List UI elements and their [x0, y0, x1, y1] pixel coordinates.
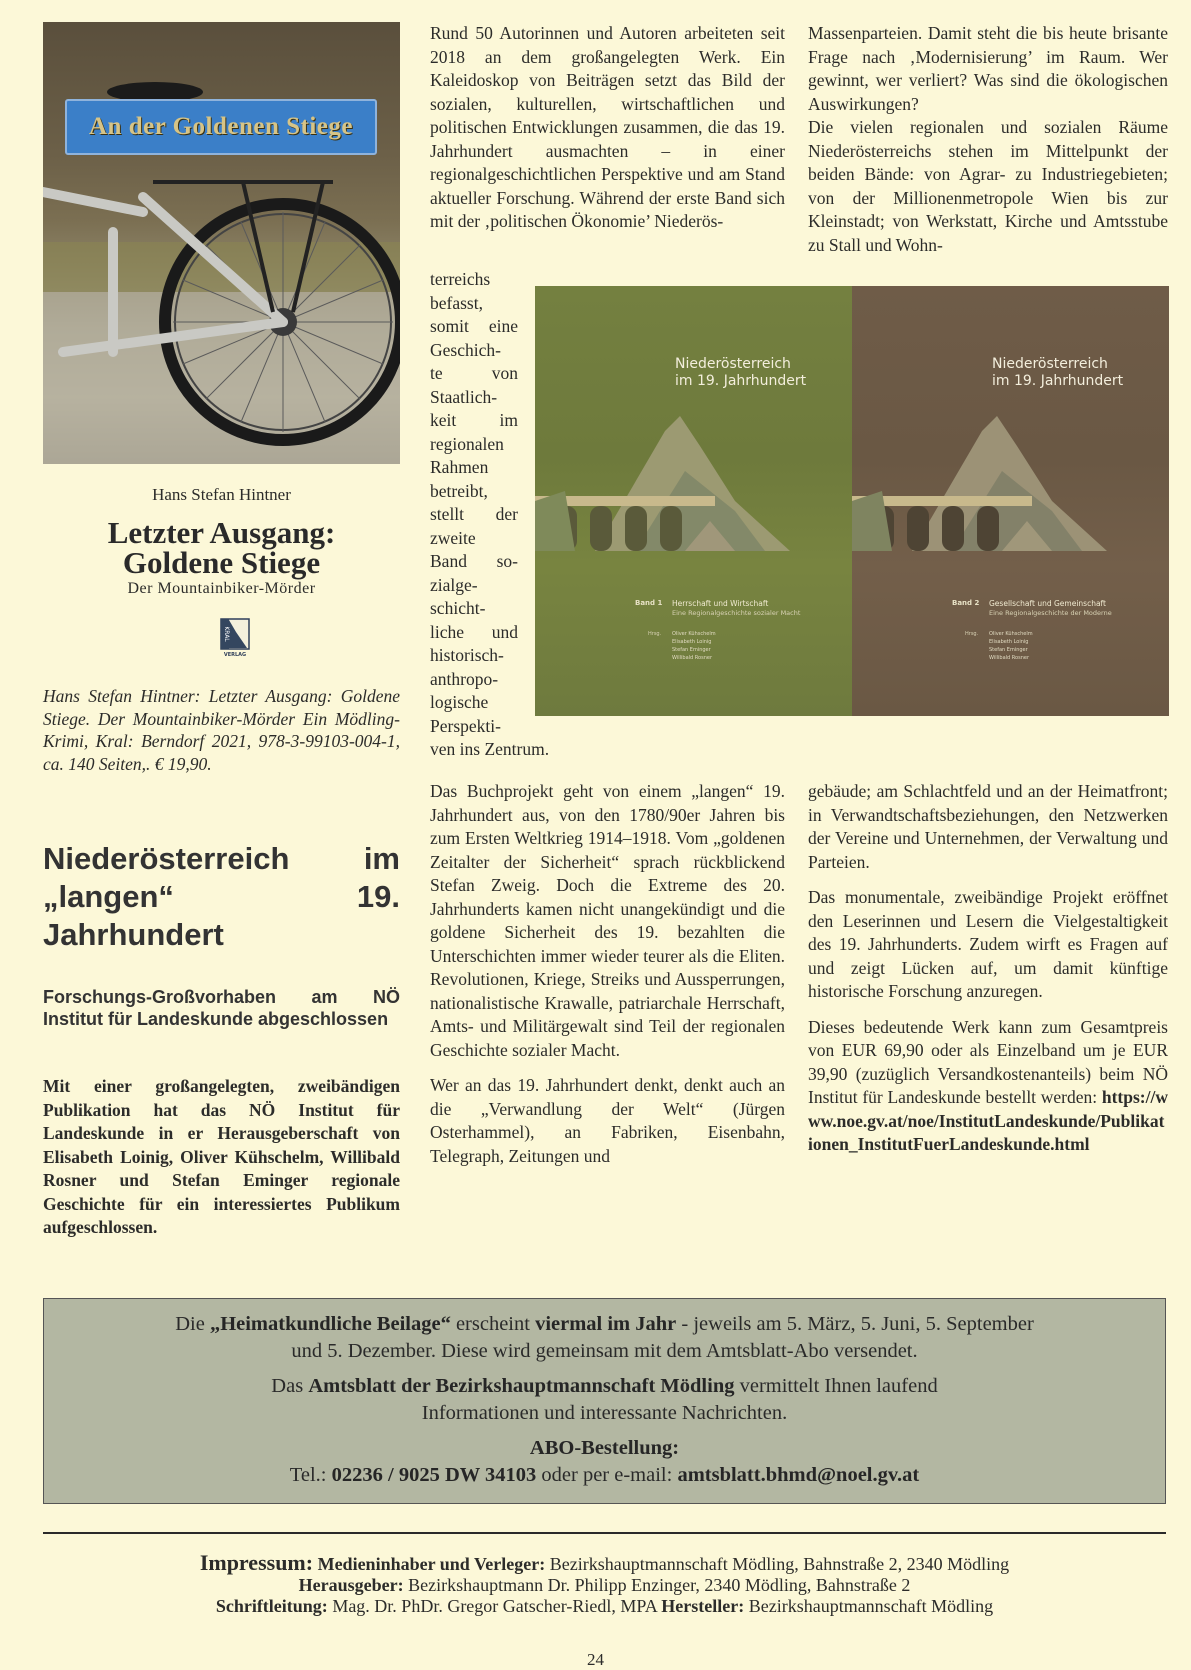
divider: [43, 1532, 1166, 1534]
info-line-1: Die „Heimatkundliche Beilage“ erscheint viermal im Jahr - jeweils am 5. März, 5. Juni, 5. September: [175, 1313, 1034, 1335]
text-line: logische: [430, 692, 489, 712]
info-line-3: Das Amtsblatt der Bezirkshauptmannschaft Mödling vermittelt Ihnen laufend: [271, 1375, 938, 1397]
cover-editor: Oliver Kühschelm: [989, 631, 1033, 637]
book-title-line2: Goldene Stiege: [122, 545, 321, 580]
article-body-right-top: [808, 22, 1168, 257]
text-line: keit im: [430, 410, 518, 430]
book-author: Hans Stefan Hintner: [152, 485, 291, 504]
order-text: Dieses bedeutende Werk kann zum Gesamtpreis von EUR 69,90 oder als Einzelband um je EUR 39,90 (zuzüglich Versandkostenanteils) beim NÖ Institut für Landeskunde bestellt werden:: [808, 1016, 1168, 1107]
paragraph: Das Buchprojekt geht von einem „langen“ 19. Jahrhundert aus, von den 1780/90er Jahren bis zum Ersten Weltkrieg 1914–1918. Vom „goldenen Zeitalter der Sicherheit“ sprach rückblickend Stefan Zweig. Doch die Extreme des 20. Jahrhunderts kamen nicht unangekündigt und die goldene Sicherheit des 19. bezahlten die Unterschichten immer wieder teurer als die Eliten. Revolutionen, Kriege, Streiks und Aussperrungen, nationalistische Krawalle, patriarchale Herrschaft, Amts- und Militärgewalt sind Teil der regionalen Geschichte sozialer Macht.: [430, 781, 785, 1060]
svg-text:KRAL: KRAL: [223, 626, 230, 642]
text-line: historisch-: [430, 645, 504, 665]
text-line: schicht-: [430, 598, 486, 618]
article-body-mid-top: Rund 50 Autorinnen und Autoren arbeiteten seit 2018 an dem großangelegten Werk. Ein Kaleidoskop von Beiträgen setzt das Bild der sozialen, kulturellen, wirtschaftlichen und politischen Entwicklungen zusammen, die das 19. Jahrhundert ausmachten – in einer regionalgeschichtlichen Perspektive und am Stand aktueller Forschung. Während der erste Band sich mit der ‚politischen Ökonomie’ Niederös-: [430, 23, 785, 231]
text-line: liche und: [430, 621, 518, 642]
text-line: regionalen: [430, 433, 504, 454]
cover-hrsg: Hrsg.: [965, 631, 979, 637]
email-link[interactable]: amtsblatt.bhmd@noel.gv.at: [677, 1464, 920, 1486]
article-lead: Mit einer großangelegten, zweibändigen Publikation hat das NÖ Institut für Landeskunde in er Herausgeberschaft von Elisabeth Loinig, Oliver Kühschelm, Willibald Rosner und Stefan Eminger regionale Geschichte für ein interessiertes Publikum aufgeschlossen.: [43, 1076, 400, 1237]
text-line: Rahmen: [430, 457, 489, 477]
cover-title-line1: Niederösterreich: [675, 356, 791, 372]
cover-hrsg: Hrsg.: [648, 631, 662, 637]
info-contact-line: Tel.: 02236 / 9025 DW 34103 oder per e-mail: amtsblatt.bhmd@noel.gv.at: [289, 1464, 920, 1486]
cover-volume-subtitle: Eine Regionalgeschichte sozialer Macht: [672, 609, 801, 617]
viaduct-mountain-illustration: [852, 401, 1169, 561]
street-sign: [65, 99, 377, 155]
text-line: Geschich-: [430, 339, 501, 360]
subscription-info-box: [43, 1298, 1166, 1504]
article-body-mid-bottom: [430, 780, 785, 1180]
text-line: Staatlich-: [430, 386, 498, 407]
text-line: Perspekti-: [430, 715, 501, 736]
book-title-line1: Letzter Ausgang:: [107, 515, 336, 550]
cover-title: [992, 356, 1123, 390]
phone-number[interactable]: 02236 / 9025 DW 34103: [331, 1464, 537, 1486]
book-cover-band-2: [852, 286, 1169, 716]
bicycle-illustration: [43, 22, 400, 464]
paragraph: Massenparteien. Damit steht die bis heute brisante Frage nach ‚Modernisierung’ im Raum. Wer gewinnt, wer verliert? Was sind die ökologischen Auswirkungen?: [808, 23, 1168, 114]
text-line: befasst,: [430, 292, 483, 313]
article-body-right-bottom: [808, 780, 1168, 1169]
page-number: 24: [587, 1650, 604, 1669]
paragraph: Das monumentale, zweibändige Projekt eröffnet den Leserinnen und Lesern die Vielgestaltigkeit des 19. Jahrhunderts. Zudem wirft es Fragen auf und zeigt Lücken auf, um damit künftige historische Forschung anzuregen.: [808, 887, 1168, 1001]
text-line: anthropo-: [430, 668, 499, 689]
svg-text:VERLAG: VERLAG: [223, 652, 247, 658]
cover-editor: Elisabeth Loinig: [672, 639, 712, 645]
impressum-line-2: Herausgeber: Bezirkshauptmann Dr. Philipp Enzinger, 2340 Mödling, Bahnstraße 2: [298, 1575, 911, 1595]
cover-title-line1: Niederösterreich: [992, 356, 1108, 372]
cover-volume-title: Gesellschaft und Gemeinschaft: [989, 599, 1106, 608]
article-subtitle: Forschungs-Großvorhaben am NÖ Institut für Landeskunde abgeschlossen: [43, 987, 400, 1029]
book-title: [43, 515, 400, 580]
cover-editor: Willibald Rosner: [672, 655, 712, 661]
abo-heading: ABO-Bestellung:: [529, 1437, 680, 1459]
cover-editor: Stefan Eminger: [672, 647, 711, 653]
cover-volume-subtitle: Eine Regionalgeschichte der Moderne: [989, 609, 1112, 617]
cover-editor: Oliver Kühschelm: [672, 631, 716, 637]
cover-volume-title: Herrschaft und Wirtschaft: [672, 599, 769, 608]
street-sign-text: An der Goldenen Stiege: [88, 113, 353, 140]
cover-band: Band 1: [635, 599, 663, 607]
text-line: terreichs: [430, 269, 491, 289]
text-line: Band so-: [430, 551, 518, 571]
viaduct-mountain-illustration: [535, 401, 852, 561]
paragraph: Die vielen regionalen und sozialen Räume Niederösterreichs stehen im Mittelpunkt der beiden Bände: von Agrar- zu Industriegebieten; von der Millionenmetropole Wien bis zur Kleinstadt; von Werkstatt, Kirche und Amtsstube zu Stall und Wohn-: [808, 117, 1168, 255]
article-title: Niederösterreich im „langen“ 19. Jahrhundert: [43, 841, 400, 952]
text-line: betreibt,: [430, 480, 488, 501]
text-line: zweite: [430, 527, 476, 548]
info-line-4: Informationen und interessante Nachrichten.: [421, 1402, 788, 1424]
order-link[interactable]: https://www.noe.gv.at/noe/InstitutLandeskunde/Publikationen_InstitutFuerLandeskunde.html: [808, 1087, 1168, 1154]
cover-editor: Stefan Eminger: [989, 647, 1028, 653]
text-line: zialge-: [430, 574, 478, 595]
cover-editor: Willibald Rosner: [989, 655, 1029, 661]
order-paragraph: [808, 1016, 1168, 1157]
impressum: [43, 1552, 1166, 1617]
text-line: ven ins Zentrum.: [430, 739, 550, 759]
cover-editor: Elisabeth Loinig: [989, 639, 1029, 645]
book-citation: Hans Stefan Hintner: Letzter Ausgang: Goldene Stiege. Der Mountainbiker-Mörder Ein Mödling-Krimi, Kral: Berndorf 2021, 978-3-99103-004-1, ca. 140 Seiten,. € 19,90.: [43, 686, 400, 774]
cover-editors: [672, 630, 716, 662]
text-line: somit eine: [430, 316, 518, 336]
cover-title-line2: im 19. Jahrhundert: [675, 373, 807, 389]
impressum-line-3: Schriftleitung: Mag. Dr. PhDr. Gregor Gatscher-Riedl, MPA Hersteller: Bezirkshauptmannschaft Mödling: [215, 1596, 994, 1616]
book-covers: [535, 286, 1169, 716]
kral-verlag-logo: [220, 618, 250, 658]
cover-editors: [989, 630, 1033, 662]
cover-title-line2: im 19. Jahrhundert: [992, 373, 1124, 389]
book-subtitle: Der Mountainbiker-Mörder: [127, 580, 316, 597]
text-line: stellt der: [430, 504, 518, 524]
book-cover-band-1: [535, 286, 852, 716]
paragraph: gebäude; am Schlachtfeld und an der Heimatfront; in Verwandtschaftsbeziehungen, den Netzwerken der Vereine und Unternehmen, der Verwaltung und Parteien.: [808, 781, 1168, 872]
info-line-2: und 5. Dezember. Diese wird gemeinsam mit dem Amtsblatt-Abo versendet.: [291, 1340, 918, 1362]
impressum-line-1: Impressum: Medieninhaber und Verleger: Bezirkshauptmannschaft Mödling, Bahnstraße 2, 2340 Mödling: [199, 1550, 1010, 1575]
bike-photo: [43, 22, 400, 464]
paragraph: Wer an das 19. Jahrhundert denkt, denkt auch an die „Verwandlung der Welt“ (Jürgen Osterhammel), an Fabriken, Eisenbahn, Telegraph, Zeitungen und: [430, 1075, 785, 1166]
cover-title: [675, 356, 806, 390]
article-body-mid-narrow: [430, 268, 550, 762]
cover-band: Band 2: [952, 599, 980, 607]
text-line: te von: [430, 363, 518, 383]
